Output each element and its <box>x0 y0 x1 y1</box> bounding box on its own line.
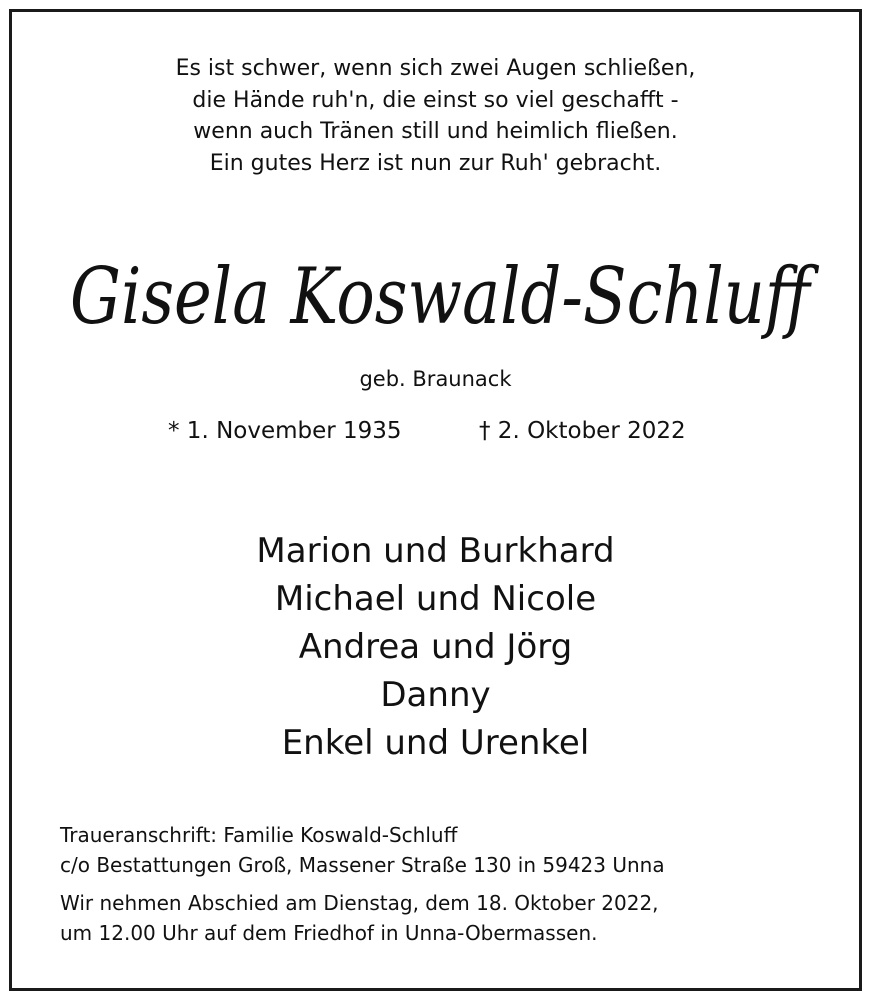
mourner: Enkel und Urenkel <box>281 723 590 763</box>
mourning-address-line: c/o Bestattungen Groß, Massener Straße 130 in 59423 Unna <box>60 853 665 877</box>
mourner: Michael und Nicole <box>274 579 597 619</box>
death-date: † 2. Oktober 2022 <box>479 418 686 444</box>
deceased-name: Gisela Koswald-Schluff <box>70 252 820 342</box>
mourner: Danny <box>380 675 491 715</box>
birth-name: geb. Braunack <box>359 367 512 391</box>
poem-line: wenn auch Tränen still und heimlich fließen. <box>193 119 678 144</box>
poem <box>0 53 871 179</box>
farewell-line: Wir nehmen Abschied am Dienstag, dem 18. Oktober 2022, <box>60 891 659 915</box>
footer-info <box>60 820 820 948</box>
mourning-address-line: Traueranschrift: Familie Koswald-Schluff <box>60 823 458 847</box>
mourner: Marion und Burkhard <box>256 531 615 571</box>
poem-line: Es ist schwer, wenn sich zwei Augen schließen, <box>175 56 696 81</box>
deceased-name-signature <box>40 235 840 365</box>
farewell-line: um 12.00 Uhr auf dem Friedhof in Unna-Obermassen. <box>60 921 598 945</box>
mourner: Andrea und Jörg <box>298 627 573 667</box>
mourners-list <box>0 527 871 767</box>
birth-date: * 1. November 1935 <box>168 418 402 444</box>
poem-line: Ein gutes Herz ist nun zur Ruh' gebracht. <box>209 150 662 176</box>
poem-line: die Hände ruh'n, die einst so viel geschafft - <box>192 87 679 113</box>
